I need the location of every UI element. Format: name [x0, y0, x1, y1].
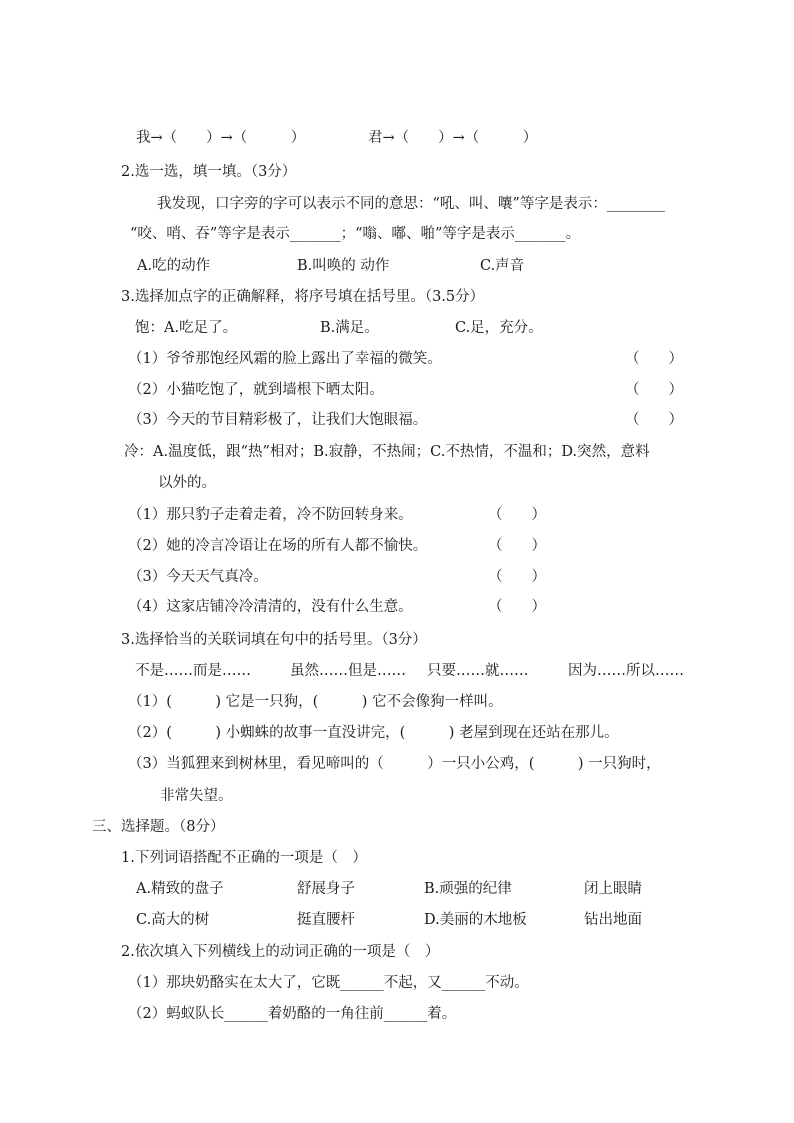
- bao-answer-3[interactable]: （ ）: [625, 412, 683, 428]
- s3-q2-item-1: （1）那块奶酪实在太大了，它既______不起，又______不动。: [128, 975, 529, 991]
- q3b-title: 3.选择恰当的关联词填在句中的括号里。（3分）: [121, 632, 427, 648]
- conj-word-4: 因为……所以……: [568, 663, 684, 679]
- conj-word-3: 只要……就……: [427, 663, 529, 679]
- s3-q1-c2: 挺直腰杆: [297, 912, 355, 928]
- q2-line1: 我发现，口字旁的字可以表示不同的意思：“吼、叫、嚷”等字是表示：________: [157, 196, 665, 212]
- conj-item-2: （2）( ) 小蜘蛛的故事一直没讲完，( ) 老屋到现在还站在那儿。: [128, 725, 619, 741]
- s3-q1-d1: D.美丽的木地板: [424, 912, 527, 928]
- leng-def-1: 冷：A.温度低，跟“热”相对；B.寂静，不热闹；C.不热情，不温和；D.突然，意料: [124, 444, 650, 460]
- s3-q2-item-2: （2）蚂蚁队长______着奶酪的一角往前______着。: [128, 1006, 457, 1022]
- leng-answer-3[interactable]: （ ）: [488, 569, 546, 585]
- s3-q1-b1: B.顽强的纪律: [424, 881, 512, 897]
- leng-answer-1[interactable]: （ ）: [488, 507, 546, 523]
- bao-answer-1[interactable]: （ ）: [625, 351, 683, 367]
- s3-q1-c1: C.高大的树: [136, 912, 210, 928]
- bao-def-a: 饱：A.吃足了。: [135, 320, 238, 336]
- leng-item-4: （4）这家店铺冷冷清清的，没有什么生意。: [128, 599, 413, 615]
- bao-answer-2[interactable]: （ ）: [625, 382, 683, 398]
- bao-def-c: C.足，充分。: [455, 320, 543, 336]
- bao-item-2: （2）小猫吃饱了，就到墙根下晒太阳。: [128, 382, 384, 398]
- q2-title: 2.选一选，填一填。（3分）: [121, 164, 297, 180]
- s3-q2-title: 2.依次填入下列横线上的动词正确的一项是（ ）: [121, 944, 440, 960]
- transform-jun: 君→（ ）→（ ）: [368, 130, 538, 146]
- q2-option-c: C.声音: [480, 258, 525, 274]
- q2-option-b: B.叫唤的 动作: [297, 258, 390, 274]
- leng-answer-2[interactable]: （ ）: [488, 538, 546, 554]
- bao-item-3: （3）今天的节目精彩极了，让我们大饱眼福。: [128, 412, 428, 428]
- leng-item-1: （1）那只豹子走着走着，冷不防回转身来。: [128, 507, 413, 523]
- bao-def-b: B.满足。: [320, 320, 379, 336]
- bao-item-1: （1）爷爷那饱经风霜的脸上露出了幸福的微笑。: [128, 351, 442, 367]
- s3-q1-a1: A.精致的盘子: [136, 881, 224, 897]
- conj-word-2: 虽然……但是……: [290, 663, 406, 679]
- q2-option-a: A.吃的动作: [137, 258, 211, 274]
- leng-item-3: （3）今天天气真冷。: [128, 569, 268, 585]
- conj-item-3-cont: 非常失望。: [160, 788, 233, 804]
- section3-title: 三、选择题。（8分）: [92, 819, 225, 835]
- leng-def-2: 以外的。: [158, 475, 216, 491]
- transform-wo: 我→（ ）→（ ）: [136, 130, 306, 146]
- conj-item-1: （1）( ) 它是一只狗，( ) 它不会像狗一样叫。: [128, 694, 503, 710]
- conj-item-3: （3）当狐狸来到树林里，看见啼叫的（ ）一只小公鸡，( ) 一只狗时，: [128, 756, 661, 772]
- conj-word-1: 不是……而是……: [135, 663, 251, 679]
- s3-q1-b2: 闭上眼睛: [584, 881, 642, 897]
- leng-item-2: （2）她的冷言冷语让在场的所有人都不愉快。: [128, 538, 428, 554]
- s3-q1-a2: 舒展身子: [297, 881, 355, 897]
- q2-line2: “咬、哨、吞”等字是表示_______；“嗡、嘟、啪”等字是表示_______。: [130, 226, 581, 242]
- leng-answer-4[interactable]: （ ）: [488, 599, 546, 615]
- q3a-title: 3.选择加点字的正确解释，将序号填在括号里。（3.5分）: [121, 289, 485, 305]
- s3-q1-d2: 钻出地面: [584, 912, 642, 928]
- s3-q1-title: 1.下列词语搭配不正确的一项是（ ）: [121, 850, 367, 866]
